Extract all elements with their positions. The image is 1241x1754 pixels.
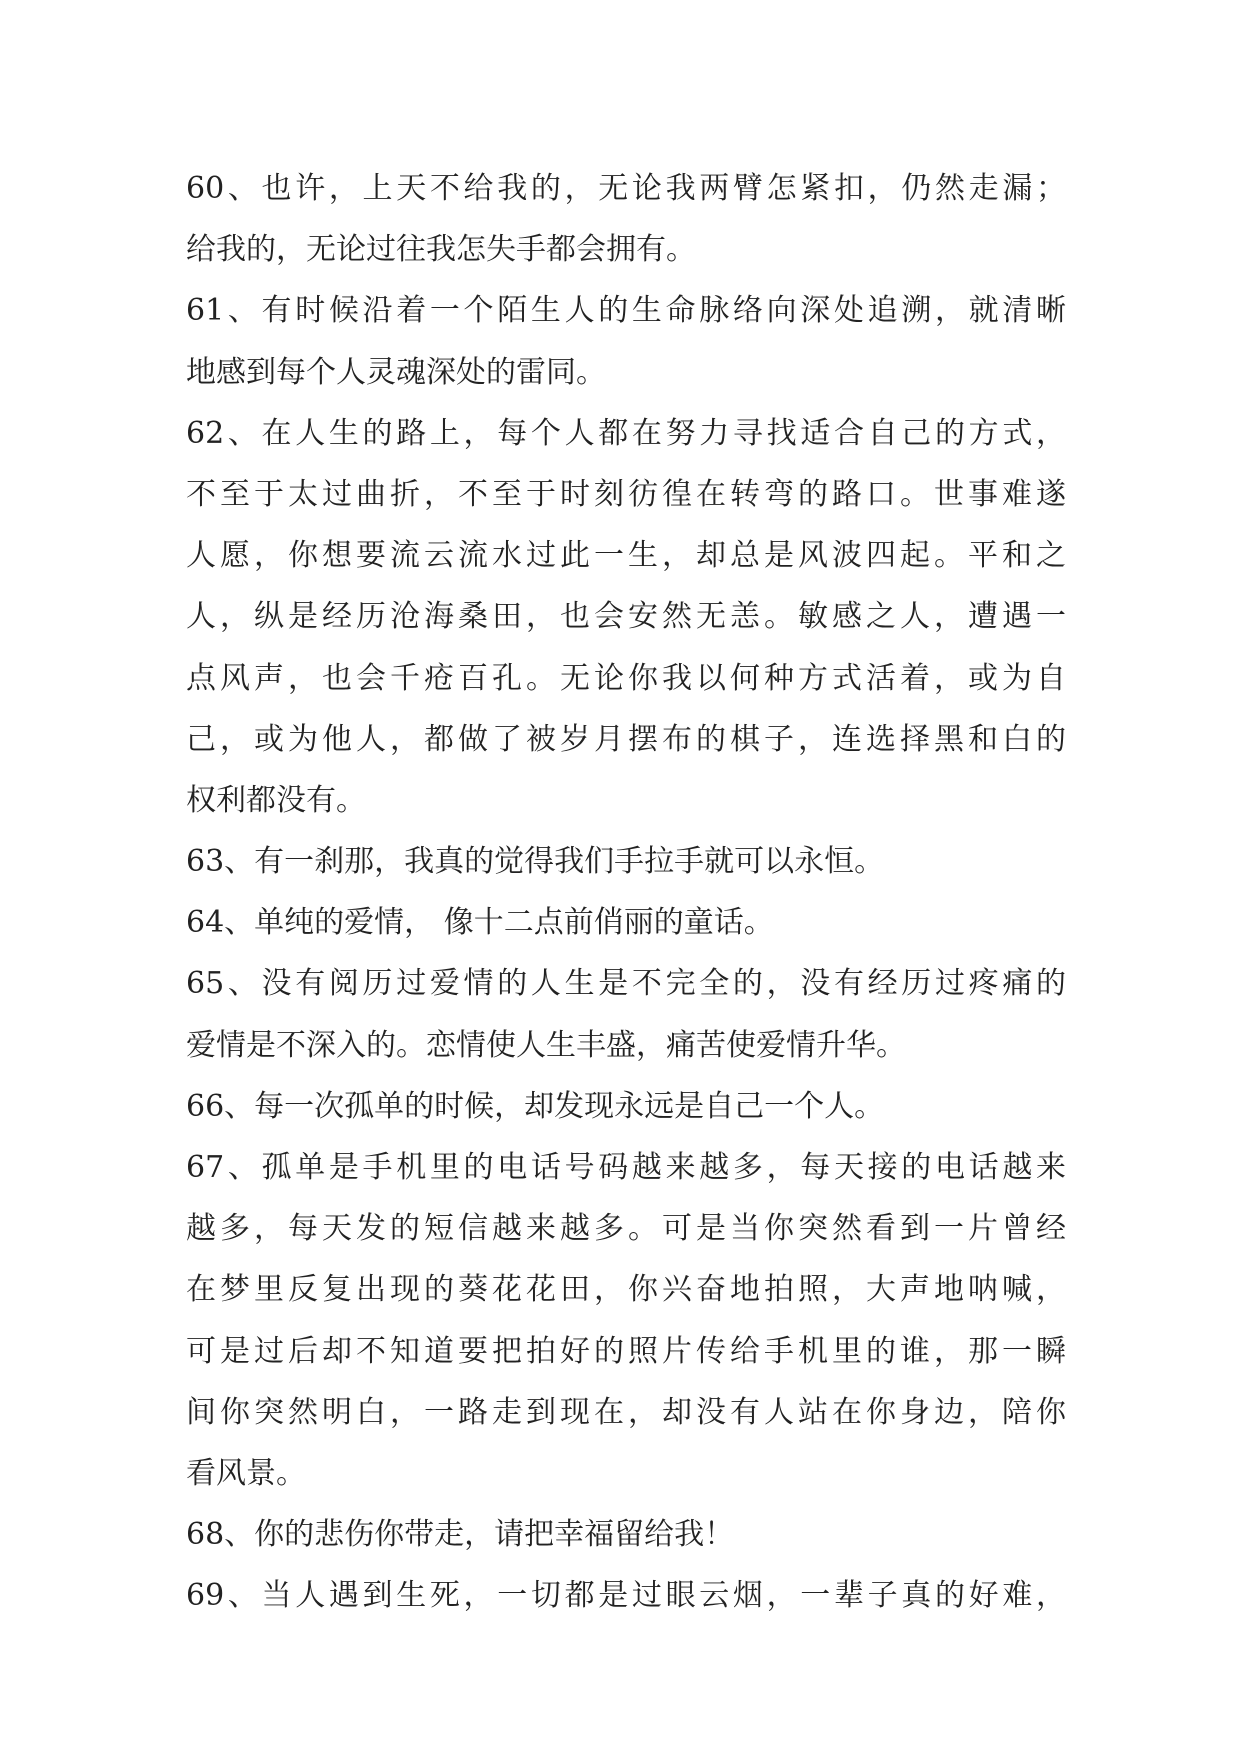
text-line: 68、你的悲伤你带走，请把幸福留给我！ [186,1517,735,1553]
text-line: 己，或为他人，都做了被岁月摆布的棋子，连选择黑和白的 [186,721,1066,757]
text-line: 62、在人生的路上，每个人都在努力寻找适合自己的方式， [186,415,1066,451]
document-body [186,158,1066,1627]
text-line: 63、有一刹那，我真的觉得我们手拉手就可以永恒。 [186,844,885,880]
text-line: 64、单纯的爱情， 像十二点前俏丽的童话。 [186,905,774,941]
text-line: 65、没有阅历过爱情的人生是不完全的，没有经历过疼痛的 [186,966,1066,1002]
text-line: 间你突然明白，一路走到现在，却没有人站在你身边，陪你 [186,1394,1066,1430]
text-line: 不至于太过曲折，不至于时刻彷徨在转弯的路口。世事难遂 [186,476,1066,512]
text-line: 点风声，也会千疮百孔。无论你我以何种方式活着，或为自 [186,660,1066,696]
text-line: 66、每一次孤单的时候，却发现永远是自己一个人。 [186,1088,885,1124]
text-line: 看风景。 [186,1455,306,1491]
text-line: 61、有时候沿着一个陌生人的生命脉络向深处追溯，就清晰 [186,293,1066,329]
text-line: 可是过后却不知道要把拍好的照片传给手机里的谁，那一瞬 [186,1333,1066,1369]
text-line: 地感到每个人灵魂深处的雷同。 [186,354,606,390]
text-line: 给我的，无论过往我怎失手都会拥有。 [186,232,696,268]
text-line: 人愿，你想要流云流水过此一生，却总是风波四起。平和之 [186,538,1066,574]
text-line: 权利都没有。 [186,782,366,818]
text-line: 越多，每天发的短信越来越多。可是当你突然看到一片曾经 [186,1211,1066,1247]
text-line: 人，纵是经历沧海桑田，也会安然无恙。敏感之人，遭遇一 [186,599,1066,635]
text-line: 爱情是不深入的。恋情使人生丰盛，痛苦使爱情升华。 [186,1027,906,1063]
text-line: 60、也许，上天不给我的，无论我两臂怎紧扣，仍然走漏； [186,171,1066,206]
text-line: 在梦里反复出现的葵花花田，你兴奋地拍照，大声地呐喊， [186,1272,1066,1308]
text-line: 67、孤单是手机里的电话号码越来越多，每天接的电话越来 [186,1150,1066,1185]
text-line: 69、当人遇到生死，一切都是过眼云烟，一辈子真的好难， [186,1578,1066,1614]
